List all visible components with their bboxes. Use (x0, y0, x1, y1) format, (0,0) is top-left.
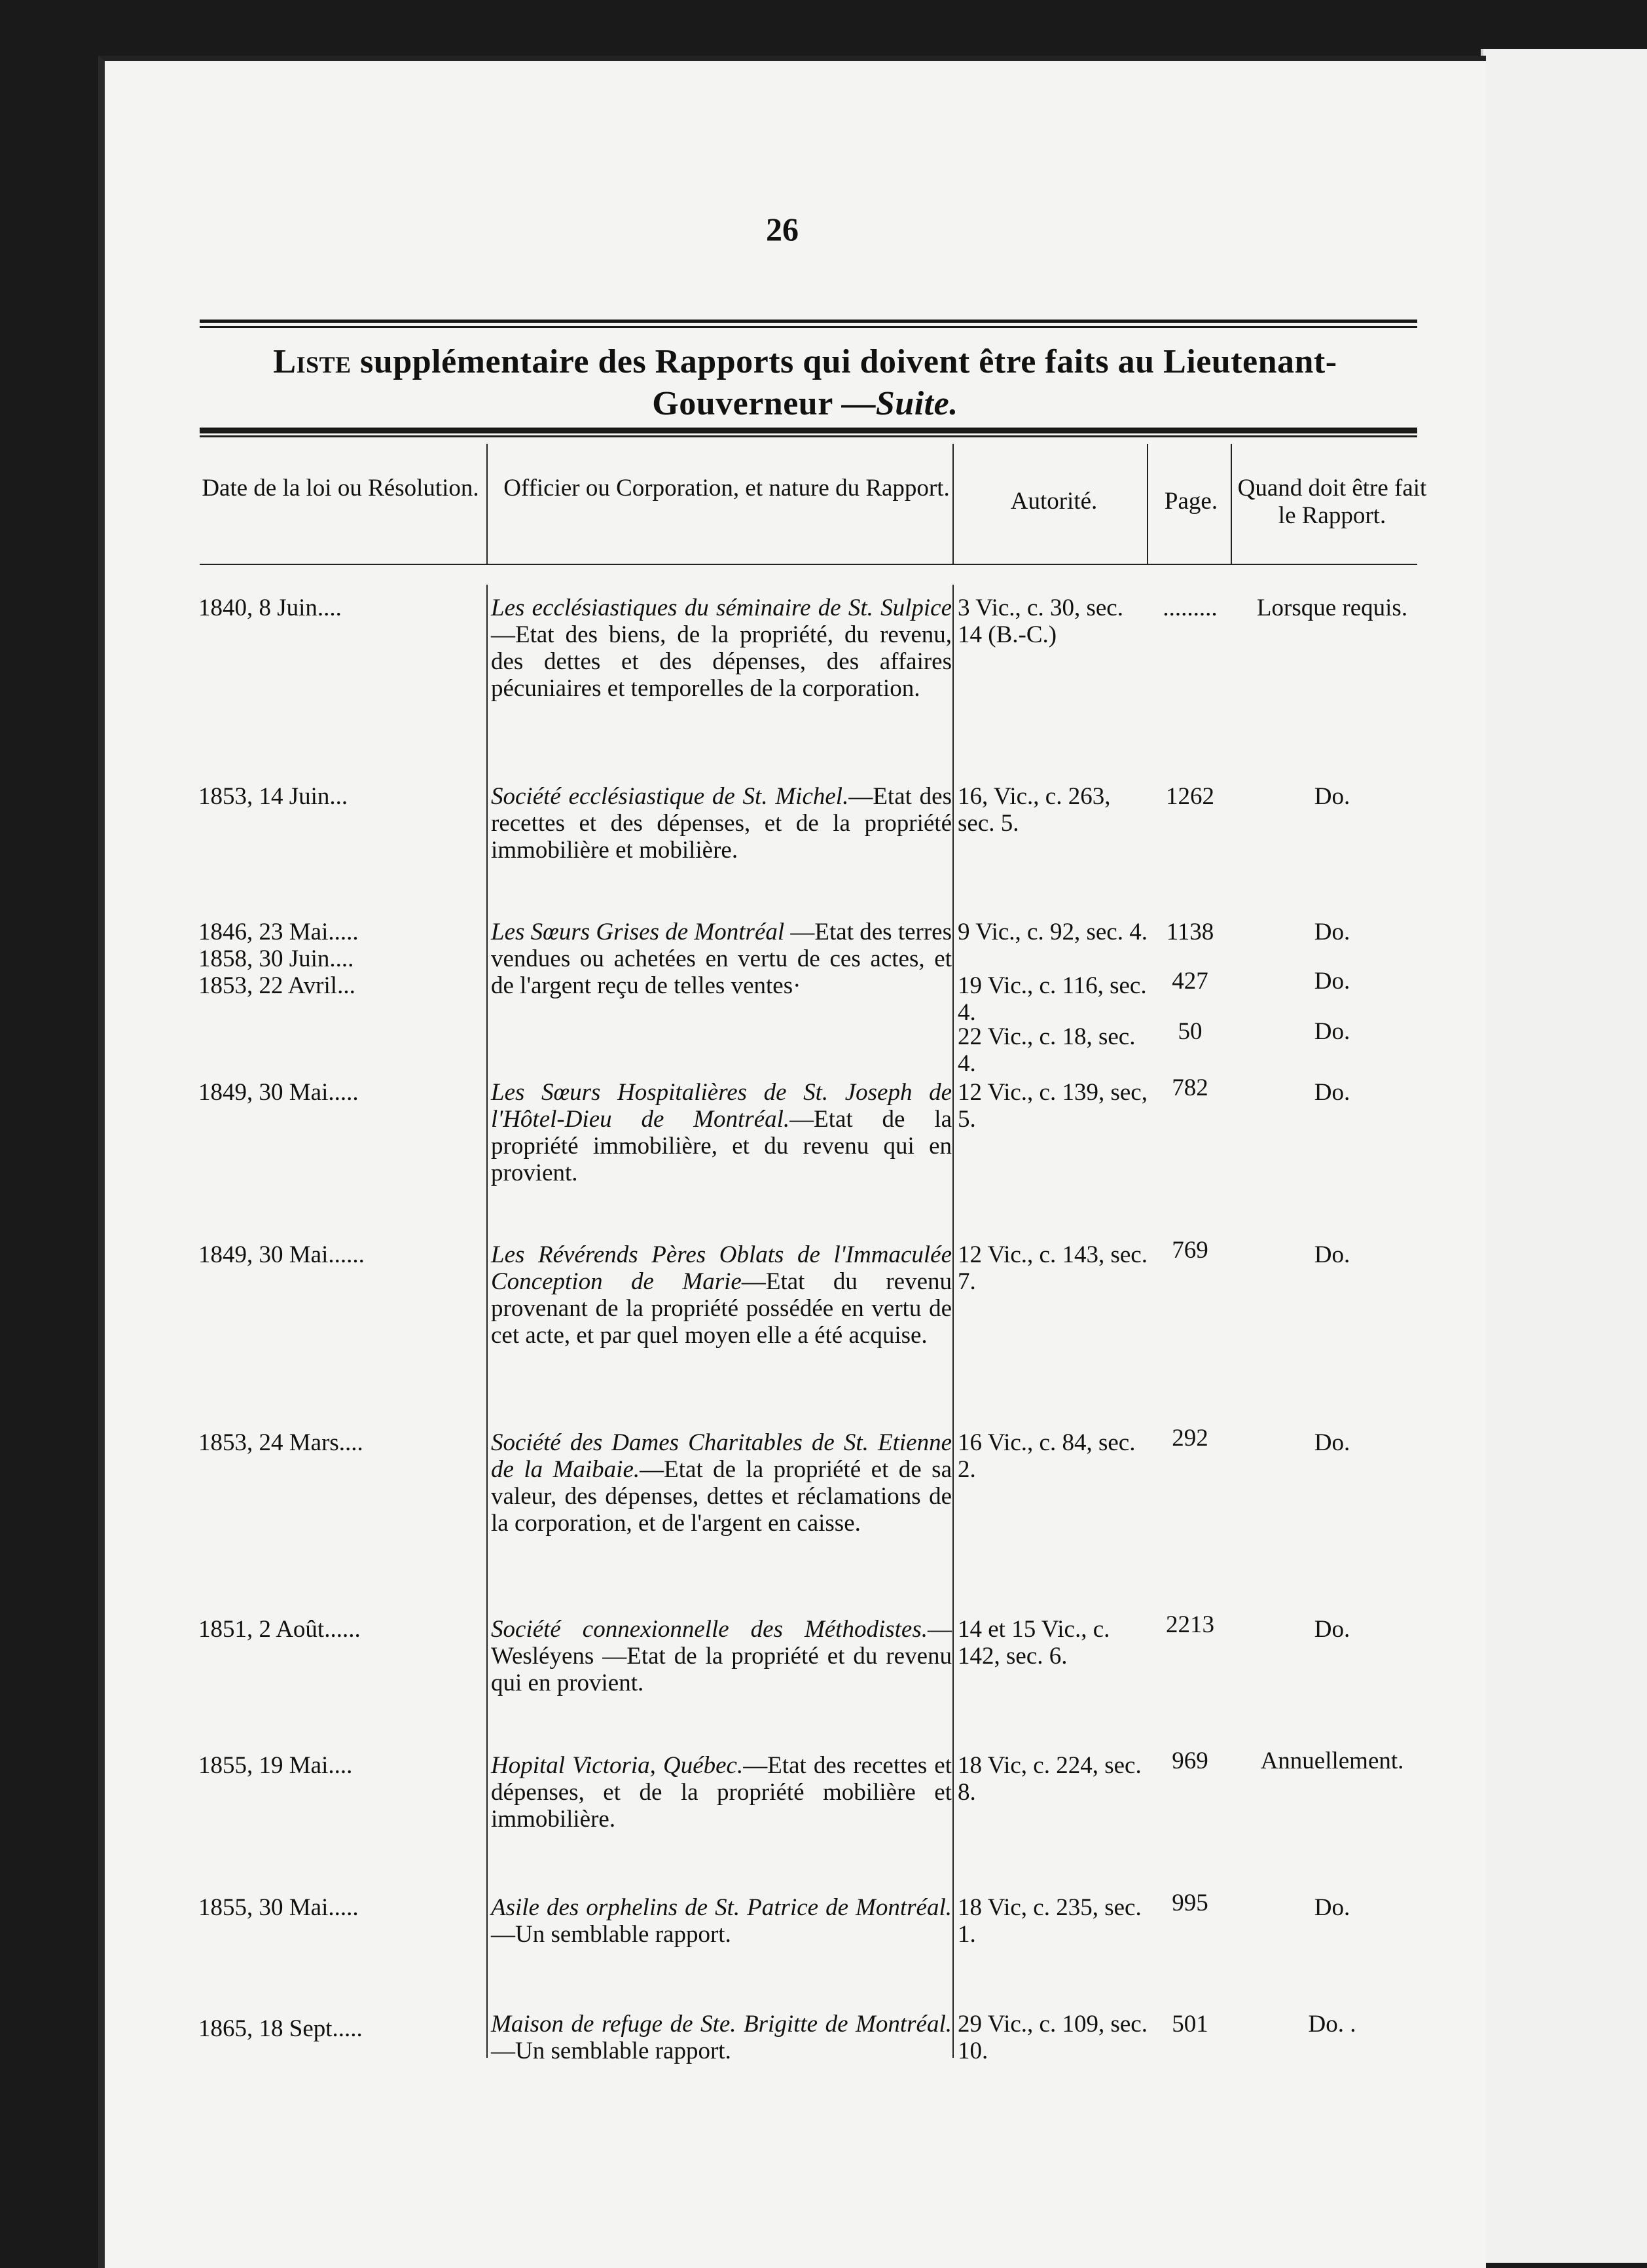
page-number: 26 (766, 211, 799, 247)
title-rule-bottom-thin (200, 435, 1417, 437)
row-officer (491, 594, 952, 702)
header-divider-1 (486, 444, 488, 565)
document-title (183, 341, 1427, 425)
row-authority: 16, Vic., c. 263, sec. 5. (958, 783, 1111, 837)
row-officer-name: Les ecclésiastiques du séminaire de St. Sulpice (491, 594, 952, 621)
row-date: 1840, 8 Juin.... (198, 594, 342, 621)
header-divider-3 (1147, 444, 1148, 565)
title-smallcaps: Liste (273, 343, 352, 380)
row-when: Do. (1314, 919, 1350, 945)
col-header-page: Page. (1164, 488, 1218, 515)
title-rule-top-thin (200, 326, 1417, 328)
document-page (98, 56, 1486, 2268)
row-when: Do. (1314, 1429, 1350, 1456)
body-divider-2 (952, 585, 954, 2058)
row-authority: 12 Vic., c. 139, sec, 5. (958, 1079, 1148, 1133)
row-authority: 9 Vic., c. 92, sec. 4. (958, 919, 1148, 945)
row-officer-name: Les Révérends Pères Oblats de l'Immaculée Conception de Marie (491, 1241, 952, 1295)
row-when: Do. (1314, 1241, 1350, 1268)
row-date: 1849, 30 Mai...... (198, 1241, 365, 1268)
row-officer-text: — Wesléyens —Etat de la propriété et du revenu qui en provient. (491, 1616, 952, 1696)
row-page: 969 (1172, 1747, 1208, 1774)
row-when: Do. (1314, 1079, 1350, 1106)
adjacent-page-edge (1481, 49, 1647, 2263)
row-date: 1846, 23 Mai..... 1858, 30 Juin.... 1853, 22 Avril... (198, 919, 359, 999)
col-header-authority: Autorité. (1010, 488, 1098, 515)
row-when: Do. . (1308, 2011, 1356, 2038)
row-officer (491, 1616, 952, 1696)
row-page: 1262 (1166, 783, 1214, 810)
title-rule-bottom (200, 428, 1417, 433)
title-line1: supplémentaire des Rapports qui doivent être faits au Lieutenant- (351, 343, 1337, 380)
row-date: 1851, 2 Août...... (198, 1616, 361, 1643)
row-officer-name: Société des Dames Charitables de St. Etienne de la Maibaie. (491, 1429, 952, 1483)
row-officer-text: —Etat de la propriété immobilière, et du revenu qui en provient. (491, 1106, 952, 1186)
row-officer-text: —Etat des recettes et des dépenses, et de la propriété immobilière et mobilière. (491, 783, 952, 864)
row-authority: 18 Vic, c. 224, sec. 8. (958, 1752, 1142, 1806)
header-divider-4 (1231, 444, 1232, 565)
title-suite: Suite. (875, 385, 958, 422)
row-page: 501 (1172, 2011, 1208, 2038)
header-divider-2 (952, 444, 954, 565)
row-when: Do. (1314, 1894, 1350, 1921)
row-officer-text: —Etat du revenu provenant de la propriété possédée en vertu de cet acte, et par quel moyen elle a été acquise. (491, 1268, 952, 1349)
row-officer (491, 1894, 952, 1948)
col-header-when: Quand doit être fait le Rapport. (1237, 475, 1427, 529)
row-page: 292 (1172, 1425, 1208, 1452)
row-when: Annuellement. (1260, 1747, 1404, 1774)
row-officer (491, 919, 952, 999)
row-authority: 29 Vic., c. 109, sec. 10. (958, 2011, 1148, 2064)
row-officer-name: Maison de refuge de Ste. Brigitte de Montréal. (491, 2011, 952, 2038)
title-line2: Gouverneur — (652, 385, 876, 422)
row-when: Lorsque requis. (1256, 594, 1408, 621)
row-page: 782 (1172, 1074, 1208, 1101)
row-officer-name: Société ecclésiastique de St. Michel. (491, 783, 849, 810)
row-officer (491, 1752, 952, 1833)
row-when: Do. (1314, 1616, 1350, 1643)
row-officer (491, 1241, 952, 1349)
row-officer (491, 1429, 952, 1537)
row-page: 50 (1178, 1018, 1203, 1045)
row-page: 2213 (1166, 1611, 1214, 1638)
row-date: 1849, 30 Mai..... (198, 1079, 359, 1106)
col-header-officer: Officier ou Corporation, et nature du Rapport. (503, 475, 950, 502)
row-officer-name: Hopital Victoria, Québec. (491, 1752, 744, 1779)
row-date: 1855, 19 Mai.... (198, 1752, 353, 1779)
row-officer-name: Asile des orphelins de St. Patrice de Montréal. (491, 1894, 952, 1921)
row-authority: 22 Vic., c. 18, sec. 4. (958, 1023, 1136, 1077)
row-date: 1855, 30 Mai..... (198, 1894, 359, 1921)
row-officer-text: —Un semblable rapport. (491, 1921, 731, 1948)
row-when: Do. (1314, 783, 1350, 810)
row-page: 995 (1172, 1890, 1208, 1916)
row-authority: 16 Vic., c. 84, sec. 2. (958, 1429, 1136, 1483)
header-rule (200, 564, 1417, 565)
row-officer-name: Société connexionnelle des Méthodistes. (491, 1616, 928, 1643)
title-rule-top (200, 320, 1417, 323)
row-authority: 12 Vic., c. 143, sec. 7. (958, 1241, 1148, 1295)
row-authority: 3 Vic., c. 30, sec. 14 (B.-C.) (958, 594, 1123, 648)
row-authority: 14 et 15 Vic., c. 142, sec. 6. (958, 1616, 1110, 1670)
row-page: 427 (1172, 968, 1208, 995)
row-date: 1853, 24 Mars.... (198, 1429, 363, 1456)
row-officer (491, 783, 952, 864)
row-officer (491, 2011, 952, 2064)
row-officer-name: Les Sœurs Hospitalières de St. Joseph de l'Hôtel-Dieu de Montréal. (491, 1079, 952, 1133)
row-date: 1853, 14 Juin... (198, 783, 348, 810)
row-when: Do. (1314, 968, 1350, 995)
row-page: 769 (1172, 1237, 1208, 1264)
row-page: ......... (1163, 594, 1218, 621)
row-when: Do. (1314, 1018, 1350, 1045)
row-authority: 18 Vic, c. 235, sec. 1. (958, 1894, 1142, 1948)
row-officer (491, 1079, 952, 1186)
body-divider-1 (486, 585, 488, 2058)
row-page: 1138 (1166, 919, 1214, 945)
row-date: 1865, 18 Sept..... (198, 2015, 363, 2042)
row-officer-text: —Etat de la propriété et de sa valeur, des dépenses, dettes et réclamations de la corporation, et de l'argent en caisse. (491, 1456, 952, 1537)
row-officer-name: Les Sœurs Grises de Montréal (491, 919, 785, 945)
row-officer-text: —Etat des biens, de la propriété, du revenu, des dettes et des dépenses, des affaires pécuniaires et temporelles de la corporation. (491, 621, 952, 702)
row-officer-text: —Etat des terres vendues ou achetées en vertu de ces actes, et de l'argent reçu de telles ventes· (491, 919, 952, 999)
col-header-date: Date de la loi ou Résolution. (202, 475, 479, 502)
row-officer-text: —Etat des recettes et dépenses, et de la propriété mobilière et immobilière. (491, 1752, 952, 1833)
row-authority: 19 Vic., c. 116, sec. 4. (958, 972, 1147, 1026)
row-officer-text: —Un semblable rapport. (491, 2038, 731, 2064)
